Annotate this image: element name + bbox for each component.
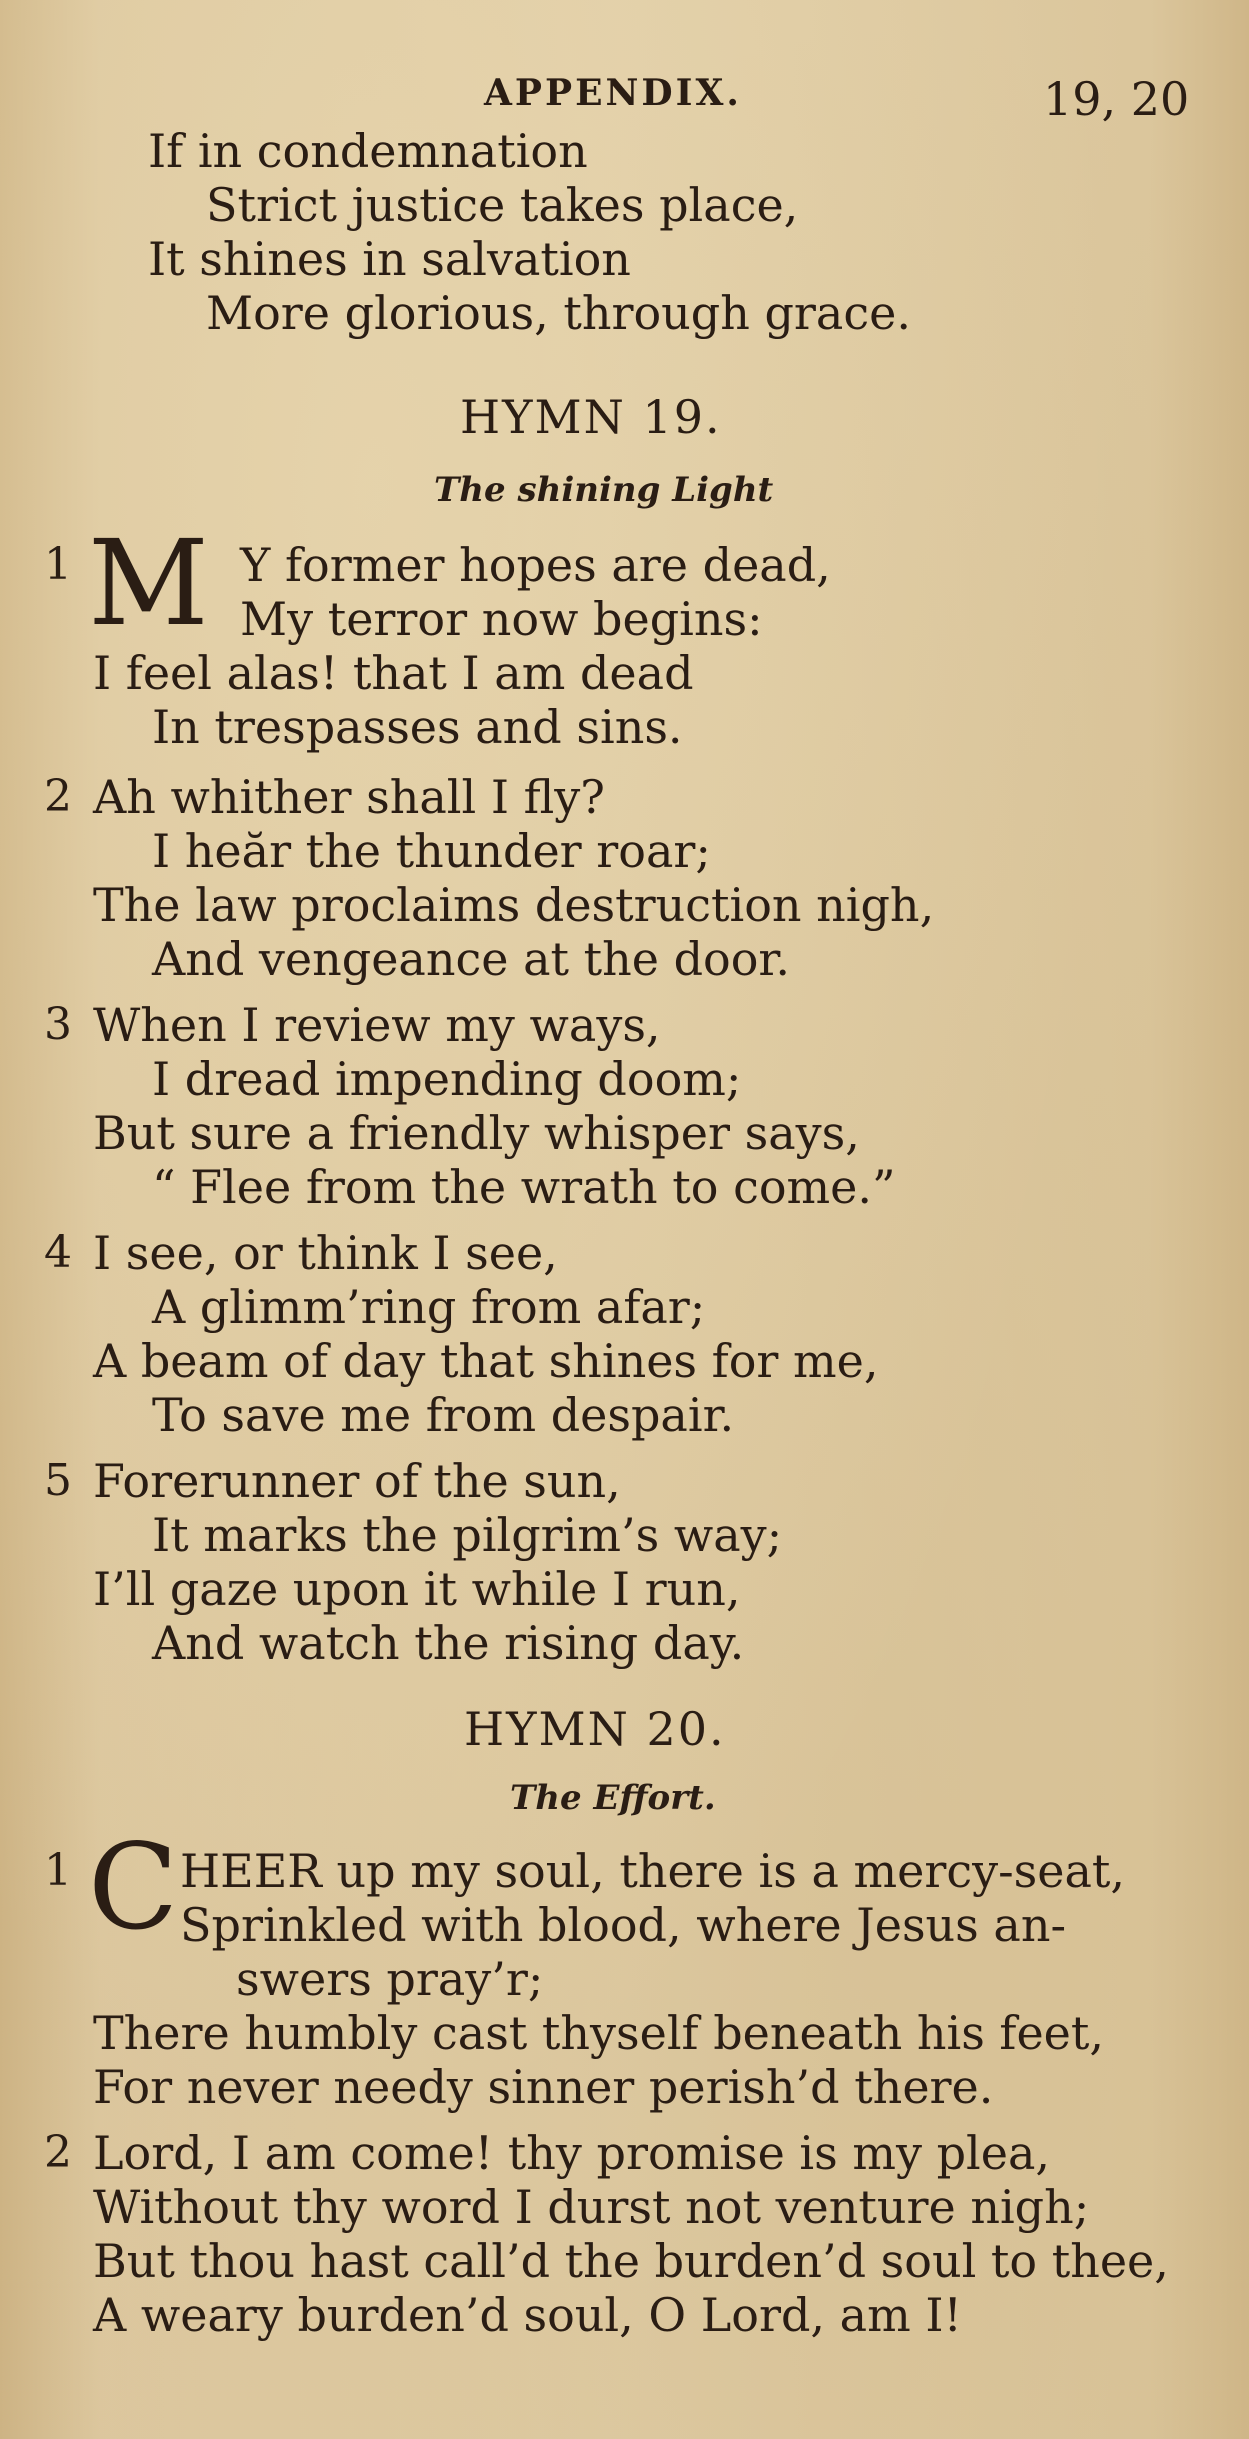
verse-number: 4	[44, 1227, 72, 1278]
verse-line: The law proclaims destruction nigh,	[93, 878, 935, 932]
verse-line: When I review my ways,	[93, 998, 661, 1052]
drop-cap: M	[88, 514, 209, 652]
intro-line: If in condemnation	[148, 124, 588, 178]
verse-number: 2	[44, 2127, 72, 2178]
intro-line: More glorious, through grace.	[206, 286, 911, 340]
drop-cap: C	[88, 1818, 179, 1956]
verse-number: 3	[44, 999, 72, 1050]
verse-line: In trespasses and sins.	[152, 700, 683, 754]
verse-line: A glimm’ring from afar;	[152, 1280, 706, 1334]
verse-line: HEER up my soul, there is a mercy-seat,	[180, 1844, 1125, 1898]
verse-line: It marks the pilgrim’s way;	[152, 1508, 783, 1562]
verse-line: I feel alas! that I am dead	[93, 646, 694, 700]
verse-line: Without thy word I durst not venture nigh;	[93, 2180, 1090, 2234]
verse-line: I heăr the thunder roar;	[152, 824, 711, 878]
hymn-title: HYMN 20.	[464, 1702, 726, 1756]
verse-line: A beam of day that shines for me,	[93, 1334, 879, 1388]
verse-line: And vengeance at the door.	[152, 932, 790, 986]
hymn-subtitle: The shining Light	[434, 470, 774, 510]
verse-line: But thou hast call’d the burden’d soul to thee,	[93, 2234, 1169, 2288]
verse-line: “ Flee from the wrath to come.”	[152, 1160, 896, 1214]
verse-number: 1	[44, 1845, 72, 1896]
verse-line: But sure a friendly whisper says,	[93, 1106, 860, 1160]
page-numbers: 19, 20	[1043, 72, 1190, 126]
verse-line: To save me from despair.	[152, 1388, 735, 1442]
verse-line: And watch the rising day.	[152, 1616, 745, 1670]
verse-line: My terror now begins:	[240, 592, 763, 646]
verse-line: Lord, I am come! thy promise is my plea,	[93, 2126, 1051, 2180]
hymn-subtitle: The Effort.	[510, 1778, 716, 1818]
verse-number: 1	[44, 539, 72, 590]
verse-line: Y former hopes are dead,	[240, 538, 831, 592]
verse-number: 2	[44, 771, 72, 822]
verse-line: swers pray’r;	[236, 1952, 544, 2006]
verse-line: A weary burden’d soul, O Lord, am I!	[93, 2288, 962, 2342]
verse-line: Ah whither shall I fly?	[93, 770, 605, 824]
verse-line: Sprinkled with blood, where Jesus an-	[180, 1898, 1066, 1952]
verse-number: 5	[44, 1455, 72, 1506]
intro-line: Strict justice takes place,	[206, 178, 799, 232]
running-head: APPENDIX.	[484, 72, 742, 114]
verse-line: I see, or think I see,	[93, 1226, 558, 1280]
intro-line: It shines in salvation	[148, 232, 631, 286]
verse-line: Forerunner of the sun,	[93, 1454, 621, 1508]
hymn-title: HYMN 19.	[460, 390, 722, 444]
verse-line: I’ll gaze upon it while I run,	[93, 1562, 741, 1616]
verse-line: For never needy sinner perish’d there.	[93, 2060, 994, 2114]
verse-line: I dread impending doom;	[152, 1052, 742, 1106]
verse-line: There humbly cast thyself beneath his feet,	[93, 2006, 1105, 2060]
